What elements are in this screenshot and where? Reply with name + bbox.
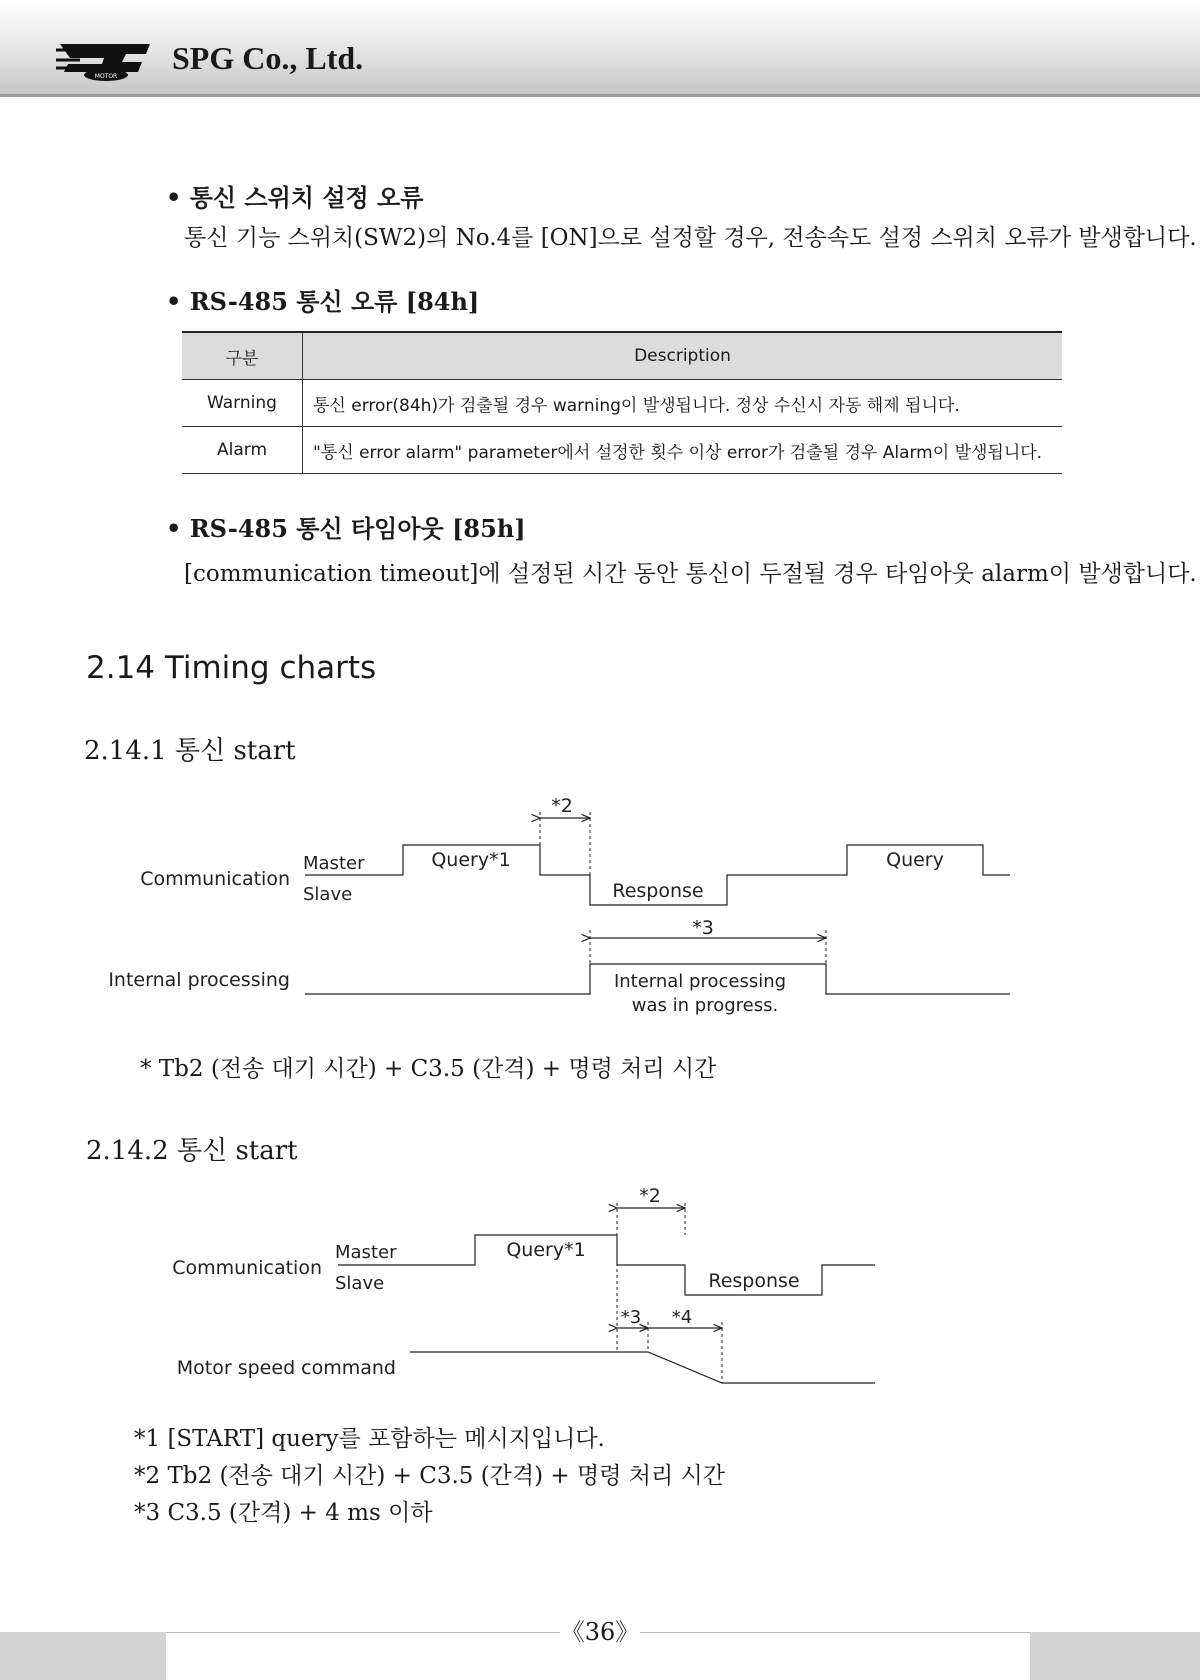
table-header-row (182, 332, 1062, 380)
query1-label-2: Query*1 (506, 1239, 586, 1261)
slave-label: Slave (303, 884, 353, 905)
rs485-error-heading: • RS-485 통신 오류 [84h] (166, 287, 480, 316)
comm-switch-text: 통신 기능 스위치(SW2)의 No.4를 [ON]으로 설정할 경우, 전송속도 설정 스위치 오류가 발생합니다. (184, 225, 1197, 251)
table-cell: Warning (182, 380, 303, 427)
rs485-error-table (182, 331, 1062, 474)
motor-signal-line (410, 1352, 875, 1383)
star3-label: *3 (692, 917, 714, 939)
section-title: 2.14 Timing charts (86, 650, 377, 686)
master-label-2: Master (335, 1242, 397, 1263)
chart2-note-3: *3 C3.5 (간격) + 4 ms 이하 (134, 1500, 433, 1526)
table-header-category: 구분 (182, 332, 303, 380)
page-number: 《36》 (560, 1614, 640, 1650)
comm-label-2: Communication (172, 1257, 322, 1279)
chart2-note-1: *1 [START] query를 포함하는 메시지입니다. (134, 1426, 605, 1452)
table-cell: 통신 error(84h)가 검출될 경우 warning이 발생됩니다. 정상 수신시 자동 해제 됩니다. (303, 380, 1063, 427)
footer-left-block (0, 1632, 166, 1680)
rs485-timeout-text: [communication timeout]에 설정된 시간 동안 통신이 두절될 경우 타임아웃 alarm이 발생합니다. (184, 561, 1197, 587)
query1-label: Query*1 (431, 849, 511, 871)
star2-label-2: *2 (639, 1185, 661, 1207)
table-cell: "통신 error alarm" parameter에서 설정한 횟수 이상 error가 검출될 경우 Alarm이 발생됩니다. (303, 427, 1063, 474)
spg-motor-logo (56, 38, 156, 82)
table-row (182, 380, 1062, 427)
rs485-timeout-heading: • RS-485 통신 타임아웃 [85h] (166, 514, 526, 543)
query-label: Query (886, 849, 944, 871)
slave-label-2: Slave (335, 1273, 385, 1294)
in-progress-label-2: was in progress. (631, 995, 779, 1016)
timing-chart-1 (0, 780, 1200, 1020)
company-name: SPG Co., Ltd. (172, 40, 364, 76)
page-header (0, 0, 1200, 97)
star3-label-2: *3 (620, 1307, 642, 1328)
chart1-note: * Tb2 (전송 대기 시간) + C3.5 (간격) + 명령 처리 시간 (140, 1056, 717, 1082)
master-label: Master (303, 853, 365, 874)
motor-label: Motor speed command (176, 1357, 396, 1379)
response-label: Response (612, 880, 704, 902)
table-cell: Alarm (182, 427, 303, 474)
table-row (182, 427, 1062, 474)
table-header-description: Description (303, 332, 1063, 380)
star4-label-2: *4 (671, 1307, 693, 1328)
star2-label: *2 (551, 795, 573, 817)
logo-motor-text: MOTOR (94, 73, 118, 80)
chart2-title: 2.14.2 통신 start (86, 1136, 298, 1166)
chart1-title: 2.14.1 통신 start (84, 736, 296, 766)
timing-chart-2 (0, 1180, 1200, 1400)
footer-right-block (1030, 1632, 1200, 1680)
comm-label: Communication (140, 868, 290, 890)
in-progress-label-1: Internal processing (613, 971, 787, 992)
response-label-2: Response (708, 1270, 800, 1292)
comm-switch-heading: • 통신 스위치 설정 오류 (166, 183, 424, 212)
chart2-note-2: *2 Tb2 (전송 대기 시간) + C3.5 (간격) + 명령 처리 시간 (134, 1463, 725, 1489)
internal-label: Internal processing (108, 969, 290, 991)
